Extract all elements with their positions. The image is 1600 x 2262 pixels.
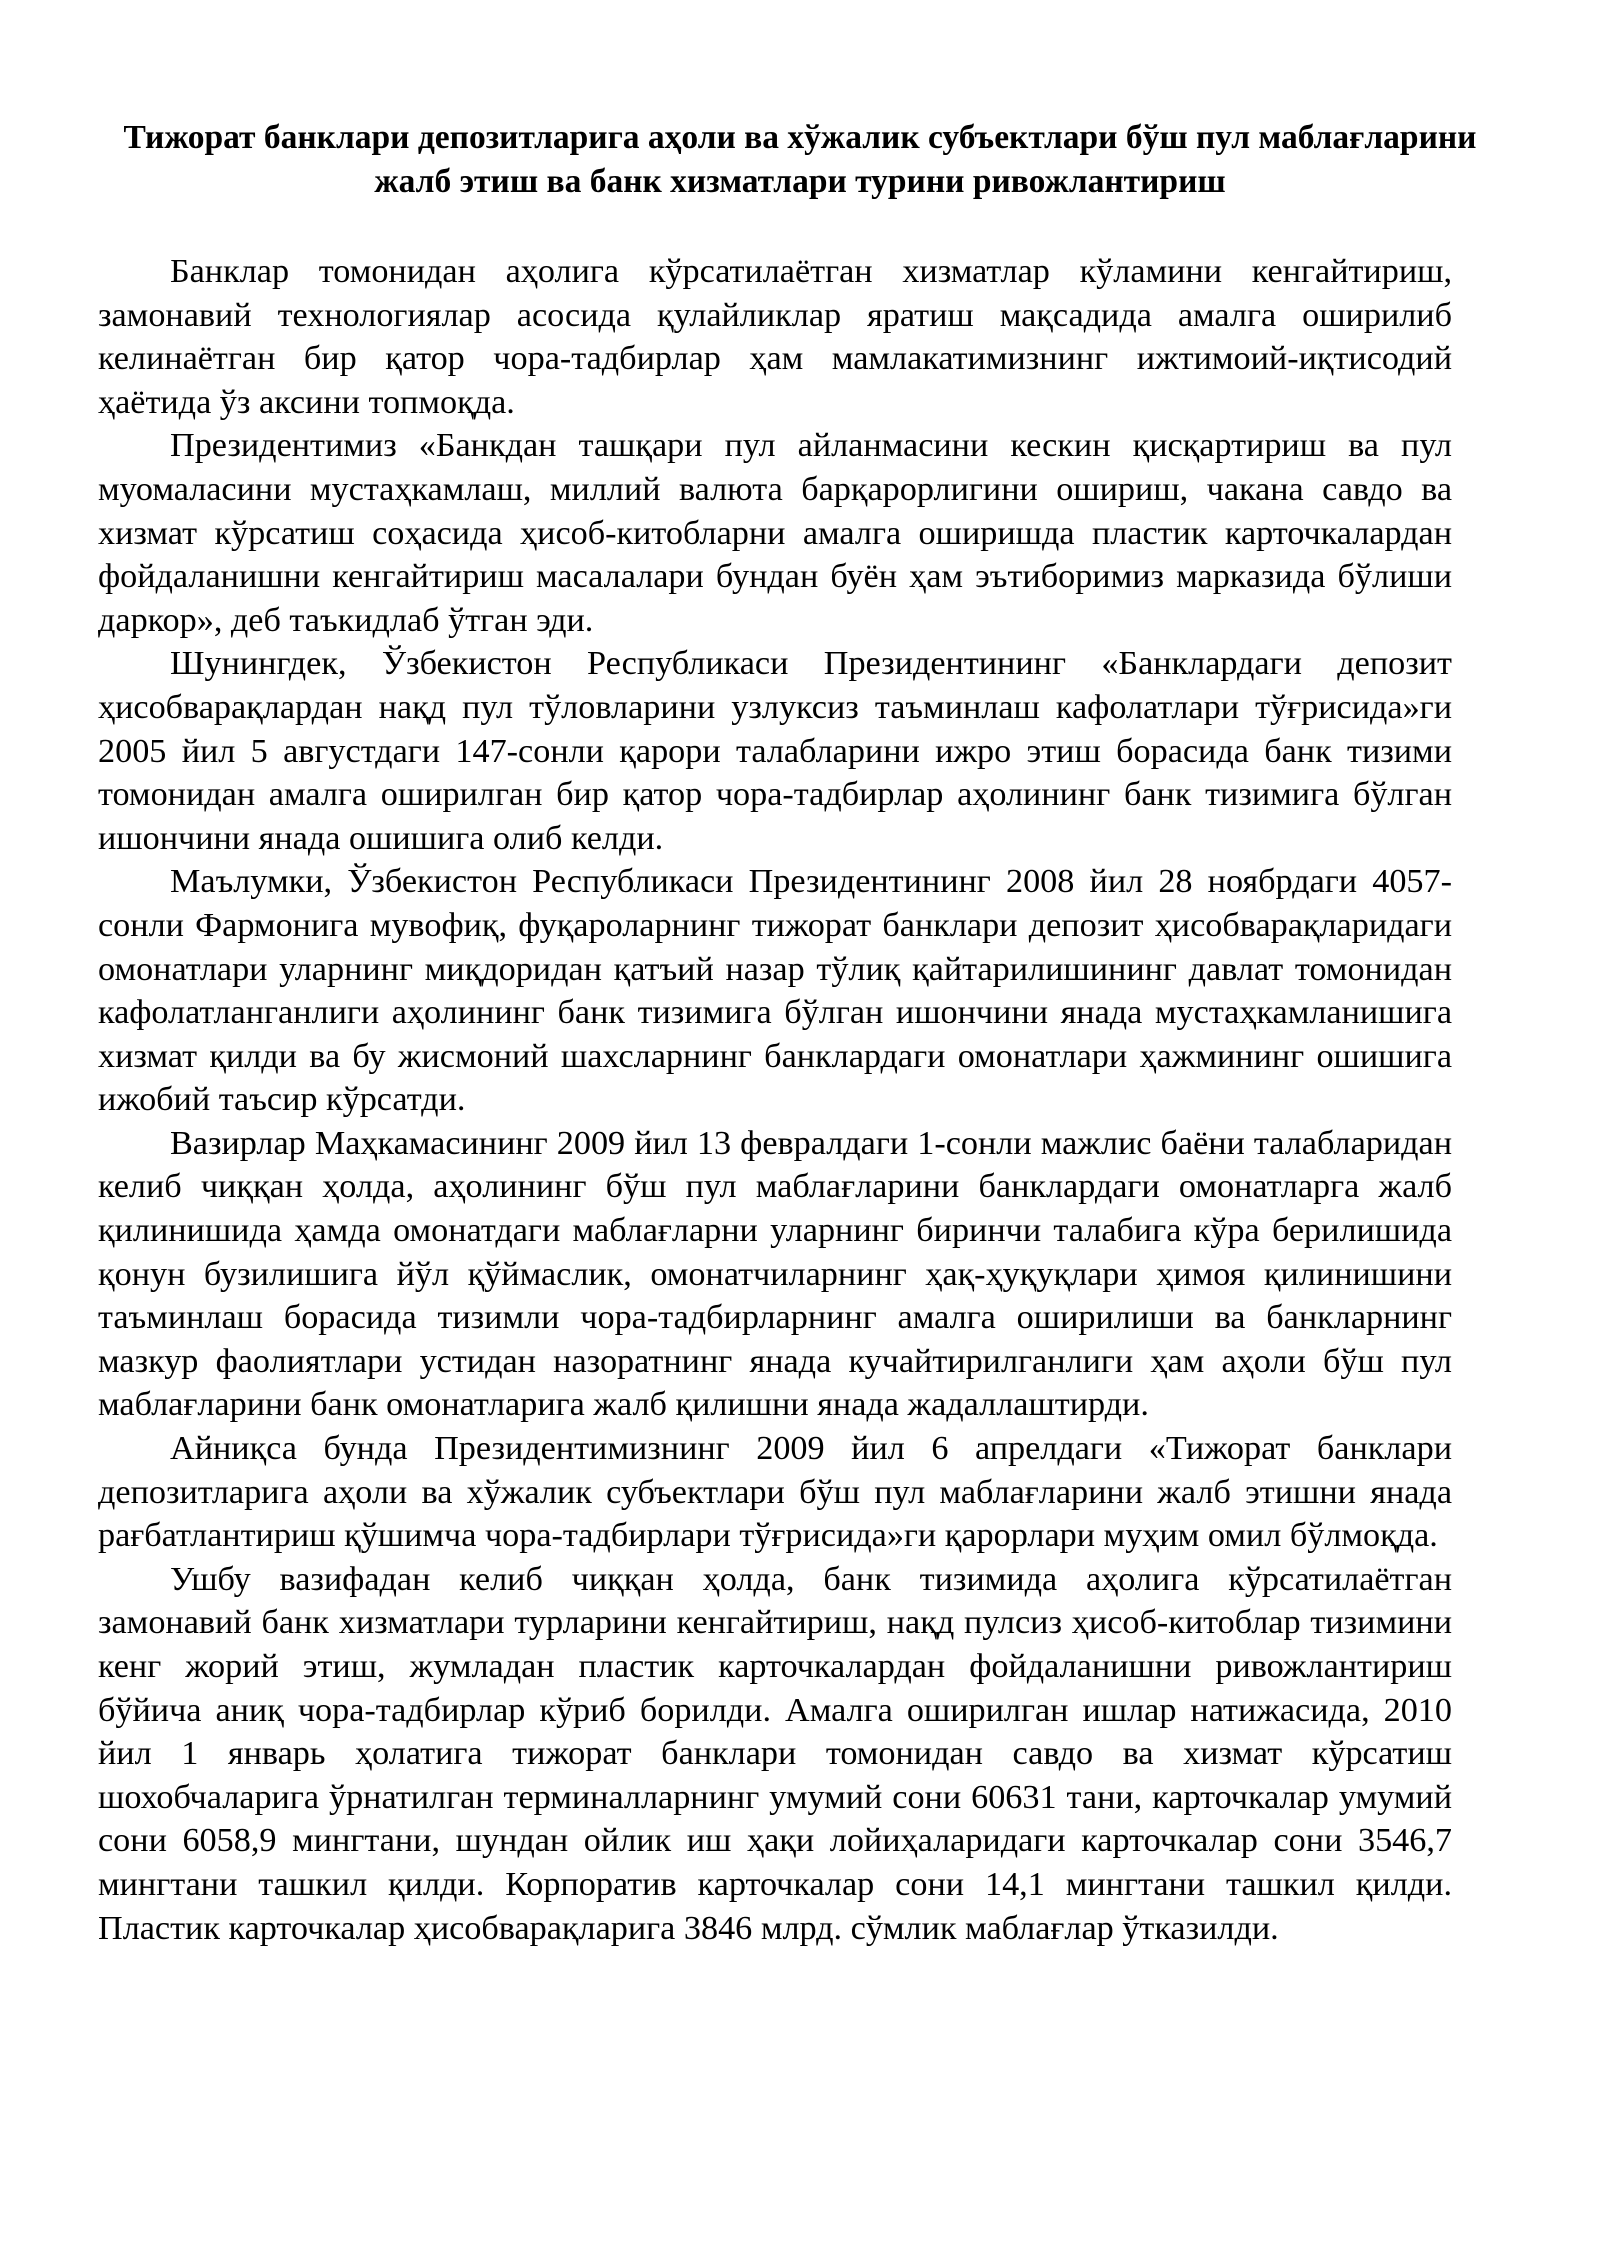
paragraph-7: Ушбу вазифадан келиб чиққан ҳолда, банк тизимида аҳолига кўрсатилаётган замонавий банк хизматлари турларини кенгайтириш, нақд пулсиз ҳисоб-китоблар тизимини кенг жорий этиш, жумладан пластик карточкалардан фойдаланишни ривожлантириш бўйича аниқ чора-тадбирлар кўриб борилди. Амалга оширилган ишлар натижасида, 2010 йил 1 январь ҳолатига тижорат банклари томонидан савдо ва хизмат кўрсатиш шохобчаларига ўрнатилган терминалларнинг умумий сони 60631 тани, карточкалар умумий сони 6058,9 мингтани, шундан ойлик иш ҳақи лойиҳаларидаги карточкалар сони 3546,7 мингтани ташкил қилди. Корпоратив карточкалар сони 14,1 мингтани ташкил қилди. Пластик карточкалар ҳисобварақларига 3846 млрд. сўмлик маблағлар ўтказилди. [98, 1560, 1452, 1947]
paragraph-6: Айниқса бунда Президентимизнинг 2009 йил 6 апрелдаги «Тижорат банклари депозитларига аҳоли ва хўжалик субъектлари бўш пул маблағларини жалб этишни янада рағбатлантириш қўшимча чора-тадбирлари тўғрисида»ги қарорлари муҳим омил бўлмоқда. [98, 1430, 1452, 1555]
paragraph-4: Маълумки, Ўзбекистон Республикаси Президентининг 2008 йил 28 ноябрдаги 4057-сонли Фармонига мувофиқ, фуқароларнинг тижорат банклари депозит ҳисобварақларидаги омонатлари уларнинг миқдоридан қатъий назар тўлиқ қайтарилишининг давлат томонидан кафолатланганлиги аҳолининг банк тизимига бўлган ишончини янада мустаҳкамланишига хизмат қилди ва бу жисмоний шахсларнинг банклардаги омонатлари ҳажмининг ошишига ижобий таъсир кўрсатди. [98, 863, 1452, 1119]
paragraph-2: Президентимиз «Банкдан ташқари пул айланмасини кескин қисқартириш ва пул муомаласини мустаҳкамлаш, миллий валюта барқарорлигини ошириш, чакана савдо ва хизмат кўрсатиш соҳасида ҳисоб-китобларни амалга оширишда пластик карточкалардан фойдаланишни кенгайтириш масалалари бундан буён ҳам эътиборимиз марказида бўлиши даркор», деб таъкидлаб ўтган эди. [98, 427, 1452, 639]
paragraph-3: Шунингдек, Ўзбекистон Республикаси Президентининг «Банклардаги депозит ҳисобварақлардан нақд пул тўловларини узлуксиз таъминлаш кафолатлари тўғрисида»ги 2005 йил 5 августдаги 147-сонли қарори талабларини ижро этиш борасида банк тизими томонидан амалга оширилган бир қатор чора-тадбирлар аҳолининг банк тизимига бўлган ишончини янада ошишига олиб келди. [98, 645, 1452, 857]
document-title: Тижорат банклари депозитларига аҳоли ва хўжалик субъектлари бўш пул маблағларини жалб этиш ва банк хизматлари турини ривожлантириш [123, 119, 1477, 200]
paragraph-1: Банклар томонидан аҳолига кўрсатилаётган хизматлар кўламини кенгайтириш, замонавий технологиялар асосида қулайликлар яратиш мақсадида амалга оширилиб келинаётган бир қатор чора-тадбирлар ҳам мамлакатимизнинг ижтимоий-иқтисодий ҳаётида ўз аксини топмоқда. [98, 253, 1452, 421]
paragraph-5: Вазирлар Маҳкамасининг 2009 йил 13 февралдаги 1-сонли мажлис баёни талабларидан келиб чиққан ҳолда, аҳолининг бўш пул маблағларини банклардаги омонатларга жалб қилинишида ҳамда омонатдаги маблағларни уларнинг биринчи талабига кўра берилишида қонун бузилишига йўл қўймаслик, омонатчиларнинг ҳақ-ҳуқуқлари ҳимоя қилинишини таъминлаш борасида тизимли чора-тадбирларнинг амалга оширилиши ва банкларнинг мазкур фаолиятлари устидан назоратнинг янада кучайтирилганлиги ҳам аҳоли бўш пул маблағларини банк омонатларига жалб қилишни янада жадаллаштирди. [98, 1124, 1452, 1424]
document-body [98, 250, 1452, 1950]
